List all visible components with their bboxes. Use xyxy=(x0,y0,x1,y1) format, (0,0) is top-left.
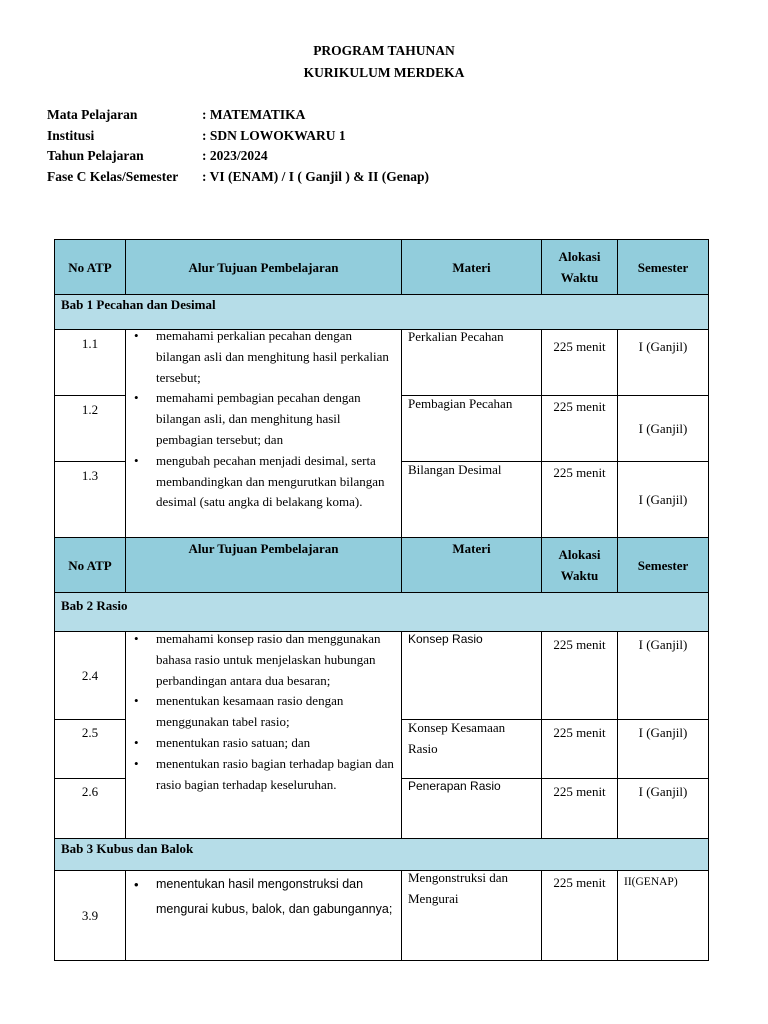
atp-number: 1.1 xyxy=(54,329,126,396)
col-header-alur: Alur Tujuan Pembelajaran xyxy=(125,239,402,295)
materi-text: Bilangan Desimal xyxy=(408,462,502,477)
col-header-no-atp: No ATP xyxy=(54,239,126,295)
atp-bullet-item: • mengubah pecahan menjadi desimal, serta membandingkan dan mengurutkan bilangan desimal (satu angka di belakang koma). xyxy=(126,451,397,513)
atp-number: 1.3 xyxy=(54,461,126,538)
atp-description xyxy=(125,631,402,839)
materi-cell xyxy=(401,461,542,538)
semester-cell: I (Ganjil) xyxy=(617,329,709,396)
atp-description xyxy=(125,329,402,538)
atp-number: 3.9 xyxy=(54,870,126,961)
col-header-no-atp: No ATP xyxy=(54,537,126,593)
atp-number: 2.6 xyxy=(54,778,126,839)
info-label-year: Tahun Pelajaran xyxy=(47,148,144,163)
alokasi-cell: 225 menit xyxy=(541,778,618,839)
section-title: Bab 3 Kubus dan Balok xyxy=(54,838,709,871)
materi-cell xyxy=(401,778,542,839)
atp-number: 2.5 xyxy=(54,719,126,779)
semester-cell: I (Ganjil) xyxy=(617,778,709,839)
materi-text: Konsep Rasio xyxy=(408,632,483,646)
semester-cell: I (Ganjil) xyxy=(617,395,709,462)
col-header-alokasi xyxy=(541,537,618,593)
materi-cell xyxy=(401,719,542,779)
atp-number: 2.4 xyxy=(54,631,126,720)
atp-bullet-item: • memahami perkalian pecahan dengan bilangan asli dan menghitung hasil perkalian tersebut; xyxy=(126,326,397,388)
atp-bullet-item: • menentukan hasil mengonstruksi dan mengurai kubus, balok, dan gabungannya; xyxy=(126,872,397,922)
materi-cell xyxy=(401,631,542,720)
info-label-institution: Institusi xyxy=(47,128,95,143)
alokasi-cell: 225 menit xyxy=(541,461,618,538)
semester-cell: II(GENAP) xyxy=(617,870,709,961)
materi-text: Konsep Kesamaan Rasio xyxy=(408,720,506,756)
col-header-semester: Semester xyxy=(617,537,709,593)
document-title: PROGRAM TAHUNAN xyxy=(313,43,455,58)
col-header-alokasi-line2: Waktu xyxy=(560,568,599,583)
info-value-phase: : VI (ENAM) / I ( Ganjil ) & II (Genap) xyxy=(202,169,429,184)
materi-cell xyxy=(401,870,542,961)
alokasi-cell: 225 menit xyxy=(541,631,618,720)
atp-bullet-item: • menentukan rasio bagian terhadap bagian dan rasio bagian terhadap keseluruhan. xyxy=(126,754,397,796)
materi-cell xyxy=(401,395,542,462)
atp-bullet-item: • menentukan kesamaan rasio dengan menggunakan tabel rasio; xyxy=(126,691,397,733)
col-header-semester: Semester xyxy=(617,239,709,295)
col-header-alokasi-line2: Waktu xyxy=(560,270,599,285)
col-header-alokasi-line1: Alokasi xyxy=(558,547,601,562)
info-label-phase: Fase C Kelas/Semester xyxy=(47,169,179,184)
col-header-alokasi xyxy=(541,239,618,295)
info-value-year: : 2023/2024 xyxy=(202,148,268,163)
info-value-institution: : SDN LOWOKWARU 1 xyxy=(202,128,346,143)
atp-bullet-item: • memahami konsep rasio dan menggunakan bahasa rasio untuk menjelaskan hubungan perbandingan antara dua besaran; xyxy=(126,629,397,691)
col-header-alur: Alur Tujuan Pembelajaran xyxy=(125,537,402,593)
alokasi-cell: 225 menit xyxy=(541,870,618,961)
info-label-subject: Mata Pelajaran xyxy=(47,107,138,122)
materi-text: Pembagian Pecahan xyxy=(408,396,513,411)
atp-bullet-item: • menentukan rasio satuan; dan xyxy=(126,733,397,754)
info-value-subject: : MATEMATIKA xyxy=(202,107,306,122)
col-header-materi: Materi xyxy=(401,537,542,593)
section-title: Bab 1 Pecahan dan Desimal xyxy=(54,294,709,330)
alokasi-cell: 225 menit xyxy=(541,329,618,396)
atp-description xyxy=(125,870,402,961)
alokasi-cell: 225 menit xyxy=(541,719,618,779)
section-title: Bab 2 Rasio xyxy=(54,592,709,632)
materi-text: Penerapan Rasio xyxy=(408,779,501,793)
alokasi-cell: 225 menit xyxy=(541,395,618,462)
materi-text: Perkalian Pecahan xyxy=(408,329,504,344)
atp-number: 1.2 xyxy=(54,395,126,462)
materi-text: Mengonstruksi dan Mengurai xyxy=(408,870,509,906)
semester-cell: I (Ganjil) xyxy=(617,719,709,779)
atp-bullet-item: • memahami pembagian pecahan dengan bilangan asli, dan menghitung hasil pembagian tersebut; dan xyxy=(126,388,397,450)
col-header-alokasi-line1: Alokasi xyxy=(558,249,601,264)
materi-cell xyxy=(401,329,542,396)
document-subtitle: KURIKULUM MERDEKA xyxy=(303,65,465,80)
semester-cell: I (Ganjil) xyxy=(617,631,709,720)
semester-cell: I (Ganjil) xyxy=(617,461,709,538)
col-header-materi: Materi xyxy=(401,239,542,295)
